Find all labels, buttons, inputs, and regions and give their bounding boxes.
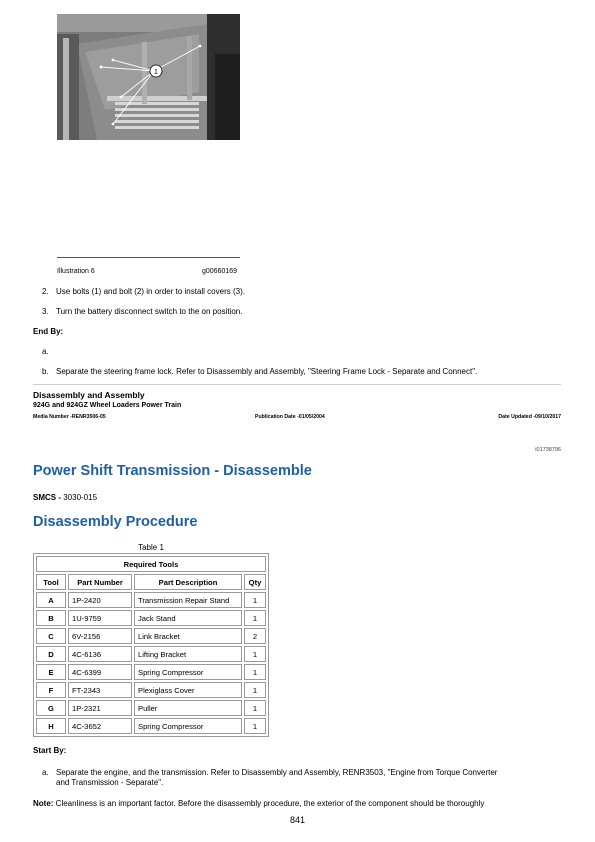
cell-tool: D	[36, 646, 66, 662]
cell-part-number: 4C-6136	[68, 646, 132, 662]
cell-part-number: 6V-2156	[68, 628, 132, 644]
illustration-rule	[57, 257, 240, 258]
cell-tool: B	[36, 610, 66, 626]
note-text: Cleanliness is an important factor. Before the disassembly procedure, the exterior of the component should be thoroughly	[53, 799, 485, 808]
item-text-line-2: and Transmission - Separate".	[56, 778, 164, 787]
item-text: Separate the steering frame lock. Refer to Disassembly and Assembly, "Steering Frame Lock - Separate and Connect".	[56, 367, 478, 376]
start-by-heading: Start By:	[33, 746, 67, 755]
column-header-part-description: Part Description	[134, 574, 242, 590]
cell-part-description: Spring Compressor	[134, 664, 242, 680]
cell-part-number: 1U-9759	[68, 610, 132, 626]
cell-qty: 1	[244, 646, 266, 662]
table-caption: Table 1	[138, 543, 164, 552]
cell-part-description: Link Bracket	[134, 628, 242, 644]
end-by-heading: End By:	[33, 327, 64, 336]
document-id: i01738796	[535, 447, 561, 453]
cell-tool: C	[36, 628, 66, 644]
note-label: Note:	[33, 799, 54, 808]
table-title: Required Tools	[36, 556, 266, 572]
table-row	[36, 628, 266, 644]
cell-tool: F	[36, 682, 66, 698]
cell-part-number: 1P-2321	[68, 700, 132, 716]
cell-part-description: Plexiglass Cover	[134, 682, 242, 698]
publication-date: Publication Date -01/05/2004	[255, 414, 325, 420]
column-header-part-number: Part Number	[68, 574, 132, 590]
cell-part-number: 1P-2420	[68, 592, 132, 608]
procedure-heading: Disassembly Procedure	[33, 514, 198, 530]
section-separator	[33, 384, 561, 385]
page-title: Power Shift Transmission - Disassemble	[33, 463, 312, 479]
callout-number: 1	[154, 69, 158, 76]
date-updated: Date Updated -09/10/2017	[498, 414, 561, 420]
cell-qty: 2	[244, 628, 266, 644]
illustration-photo	[57, 14, 240, 140]
cell-qty: 1	[244, 700, 266, 716]
item-letter: a.	[42, 768, 49, 777]
smcs-code	[33, 493, 97, 502]
item-text-line-1: Separate the engine, and the transmission. Refer to Disassembly and Assembly, RENR3503, "Engine from Torque Converter	[56, 768, 498, 777]
cell-tool: E	[36, 664, 66, 680]
cell-tool: H	[36, 718, 66, 734]
table-row	[36, 718, 266, 734]
cell-qty: 1	[244, 682, 266, 698]
cell-part-number: 4C-6399	[68, 664, 132, 680]
required-tools-table	[33, 553, 269, 737]
smcs-value: 3030-015	[63, 493, 98, 502]
table-row	[36, 700, 266, 716]
cell-qty: 1	[244, 592, 266, 608]
table-row	[36, 610, 266, 626]
section-title: Disassembly and Assembly	[33, 390, 145, 400]
illustration-caption-code: g00660169	[202, 268, 238, 275]
product-title: 924G and 924GZ Wheel Loaders Power Train	[33, 402, 182, 409]
cell-qty: 1	[244, 664, 266, 680]
cell-part-number: FT-2343	[68, 682, 132, 698]
cell-tool: G	[36, 700, 66, 716]
table-title-row	[36, 556, 266, 572]
cell-part-description: Spring Compressor	[134, 718, 242, 734]
cell-part-description: Transmission Repair Stand	[134, 592, 242, 608]
table-row	[36, 682, 266, 698]
step-text: Use bolts (1) and bolt (2) in order to install covers (3).	[56, 287, 245, 296]
table-row	[36, 592, 266, 608]
smcs-label: SMCS -	[33, 493, 64, 502]
item-letter: a.	[42, 347, 49, 356]
table-row	[36, 664, 266, 680]
column-header-tool: Tool	[36, 574, 66, 590]
page-number: 841	[289, 815, 306, 825]
step-number: 3.	[42, 307, 49, 316]
illustration-caption-label: Illustration 6	[57, 268, 95, 275]
column-header-qty: Qty	[244, 574, 266, 590]
cell-tool: A	[36, 592, 66, 608]
note-paragraph	[33, 799, 484, 808]
cell-qty: 1	[244, 718, 266, 734]
item-letter: b.	[42, 367, 49, 376]
step-number: 2.	[42, 287, 49, 296]
table-header-row	[36, 574, 266, 590]
table-row	[36, 646, 266, 662]
cell-part-description: Lifting Bracket	[134, 646, 242, 662]
media-number: Media Number -RENR3506-05	[33, 414, 106, 420]
step-text: Turn the battery disconnect switch to the on position.	[56, 307, 243, 316]
cell-part-description: Puller	[134, 700, 242, 716]
cell-part-number: 4C-3652	[68, 718, 132, 734]
cell-qty: 1	[244, 610, 266, 626]
cell-part-description: Jack Stand	[134, 610, 242, 626]
